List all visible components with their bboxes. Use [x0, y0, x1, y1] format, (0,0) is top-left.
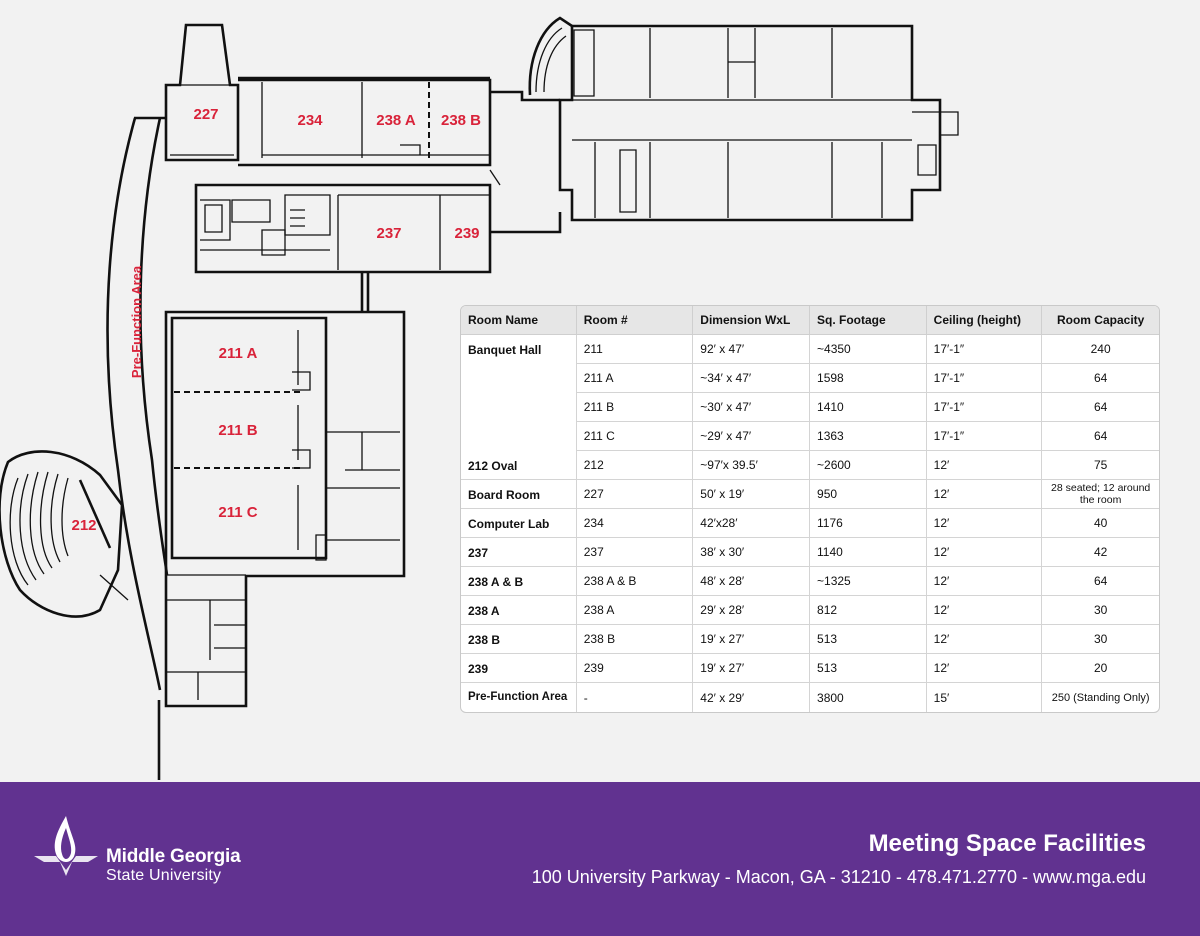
room-227 [166, 25, 238, 160]
cell-sq-footage: ~2600 [810, 451, 927, 480]
cell-ceiling: 12′ [927, 538, 1043, 567]
cell-room-number: 238 B [577, 625, 694, 654]
prefunction-corridor [108, 118, 167, 780]
brand-name-line2: State University [106, 867, 222, 884]
header-capacity: Room Capacity [1042, 306, 1159, 335]
room-238b-label: 238 B [440, 112, 482, 129]
cell-sq-footage: 513 [810, 625, 927, 654]
cell-room-name: Pre-Function Area [461, 683, 577, 712]
cell-capacity: 64 [1042, 567, 1159, 596]
cell-room-name: 239 [461, 654, 577, 683]
cell-sq-footage: 513 [810, 654, 927, 683]
cell-dimension: ~30′ x 47′ [693, 393, 810, 422]
table-row [461, 654, 1159, 683]
room-212-label: 212 [71, 517, 97, 534]
cell-sq-footage: 1363 [810, 422, 927, 451]
cell-capacity: 30 [1042, 596, 1159, 625]
cell-room-number: 211 B [577, 393, 694, 422]
cell-sq-footage: 1176 [810, 509, 927, 538]
table-row [461, 335, 1159, 364]
cell-ceiling: 17′-1″ [927, 335, 1043, 364]
room-238a-label: 238 A [376, 112, 416, 129]
cell-sq-footage: 1410 [810, 393, 927, 422]
room-211c-label: 211 C [218, 504, 258, 521]
cell-capacity: 20 [1042, 654, 1159, 683]
cell-dimension: 48′ x 28′ [693, 567, 810, 596]
cell-sq-footage: 812 [810, 596, 927, 625]
table-row [461, 683, 1159, 712]
cell-ceiling: 12′ [927, 509, 1043, 538]
cell-room-name: 237 [461, 538, 577, 567]
table-row [461, 567, 1159, 596]
room-specs-table [460, 305, 1160, 713]
east-building [530, 18, 958, 220]
header-sq-footage: Sq. Footage [810, 306, 927, 335]
footer-banner [0, 782, 1200, 936]
room-block-237-239 [196, 185, 490, 272]
cell-dimension: ~34′ x 47′ [693, 364, 810, 393]
cell-dimension: ~29′ x 47′ [693, 422, 810, 451]
cell-capacity: 240 [1042, 335, 1159, 364]
table-row [461, 538, 1159, 567]
cell-room-number: 211 C [577, 422, 694, 451]
cell-sq-footage: 1140 [810, 538, 927, 567]
table-header-row [461, 306, 1159, 335]
cell-dimension: 42′ x 29′ [693, 683, 810, 712]
room-227-label: 227 [193, 106, 219, 123]
cell-room-number: 237 [577, 538, 694, 567]
cell-room-number: 238 A & B [577, 567, 694, 596]
cell-sq-footage: 1598 [810, 364, 927, 393]
cell-capacity: 250 (Standing Only) [1051, 691, 1150, 704]
table-row [461, 596, 1159, 625]
cell-ceiling: 12′ [927, 654, 1043, 683]
cell-dimension: 92′ x 47′ [693, 335, 810, 364]
cell-dimension: 29′ x 28′ [693, 596, 810, 625]
cell-ceiling: 15′ [927, 683, 1043, 712]
cell-capacity: 40 [1042, 509, 1159, 538]
cell-sq-footage: 950 [810, 480, 927, 509]
cell-room-number: - [577, 683, 694, 712]
room-234-label: 234 [297, 112, 323, 129]
header-ceiling: Ceiling (height) [927, 306, 1043, 335]
header-dimension: Dimension WxL [693, 306, 810, 335]
cell-ceiling: 17′-1″ [927, 393, 1043, 422]
cell-ceiling: 17′-1″ [927, 422, 1043, 451]
cell-ceiling: 12′ [927, 596, 1043, 625]
footer-title: Meeting Space Facilities [868, 830, 1146, 857]
room-212-oval [0, 451, 128, 616]
cell-dimension: 19′ x 27′ [693, 625, 810, 654]
cell-room-number: 211 A [577, 364, 694, 393]
cell-ceiling: 12′ [927, 567, 1043, 596]
cell-room-name: 238 A & B [461, 567, 577, 596]
cell-room-number: 234 [577, 509, 694, 538]
room-211b-label: 211 B [218, 422, 258, 439]
cell-capacity: 42 [1042, 538, 1159, 567]
cell-dimension: 38′ x 30′ [693, 538, 810, 567]
brand-name-line1: Middle Georgia [106, 846, 241, 867]
cell-room-number: 239 [577, 654, 694, 683]
cell-capacity: 28 seated; 12 around the room [1042, 480, 1159, 509]
cell-dimension: 42′x28′ [693, 509, 810, 538]
cell-ceiling: 17′-1″ [927, 364, 1043, 393]
room-211a-label: 211 A [218, 345, 258, 362]
flame-logo-icon [30, 812, 102, 884]
cell-room-name: Computer Lab [461, 509, 577, 538]
prefunction-label: Pre-Function Area [129, 265, 144, 379]
cell-room-number: 212 [577, 451, 694, 480]
cell-dimension: ~97′x 39.5′ [693, 451, 810, 480]
footer-address: 100 University Parkway - Macon, GA - 31210 - 478.471.2770 - www.mga.edu [531, 867, 1146, 887]
cell-capacity: 64 [1042, 364, 1159, 393]
table-row [461, 451, 1159, 480]
cell-room-name: Banquet Hall [461, 335, 577, 451]
table-row [461, 509, 1159, 538]
cell-capacity: 64 [1042, 393, 1159, 422]
cell-capacity: 64 [1042, 422, 1159, 451]
cell-capacity: 30 [1042, 625, 1159, 654]
cell-room-number: 211 [577, 335, 694, 364]
cell-dimension: 50′ x 19′ [693, 480, 810, 509]
cell-dimension: 19′ x 27′ [693, 654, 810, 683]
room-block-234-238 [238, 78, 490, 165]
room-239-label: 239 [454, 225, 480, 242]
cell-capacity: 75 [1042, 451, 1159, 480]
cell-sq-footage: 3800 [810, 683, 927, 712]
cell-ceiling: 12′ [927, 451, 1043, 480]
banquet-hall [166, 312, 404, 706]
table-row [461, 480, 1159, 509]
cell-sq-footage: ~1325 [810, 567, 927, 596]
cell-sq-footage: ~4350 [810, 335, 927, 364]
table-row [461, 625, 1159, 654]
header-room-number: Room # [577, 306, 694, 335]
cell-room-name: 238 B [461, 625, 577, 654]
header-room-name: Room Name [461, 306, 577, 335]
cell-room-name: 238 A [461, 596, 577, 625]
cell-ceiling: 12′ [927, 625, 1043, 654]
cell-room-number: 227 [577, 480, 694, 509]
cell-room-name: 212 Oval [461, 451, 577, 480]
room-237-label: 237 [376, 225, 402, 242]
cell-ceiling: 12′ [927, 480, 1043, 509]
cell-room-name: Board Room [461, 480, 577, 509]
cell-room-number: 238 A [577, 596, 694, 625]
